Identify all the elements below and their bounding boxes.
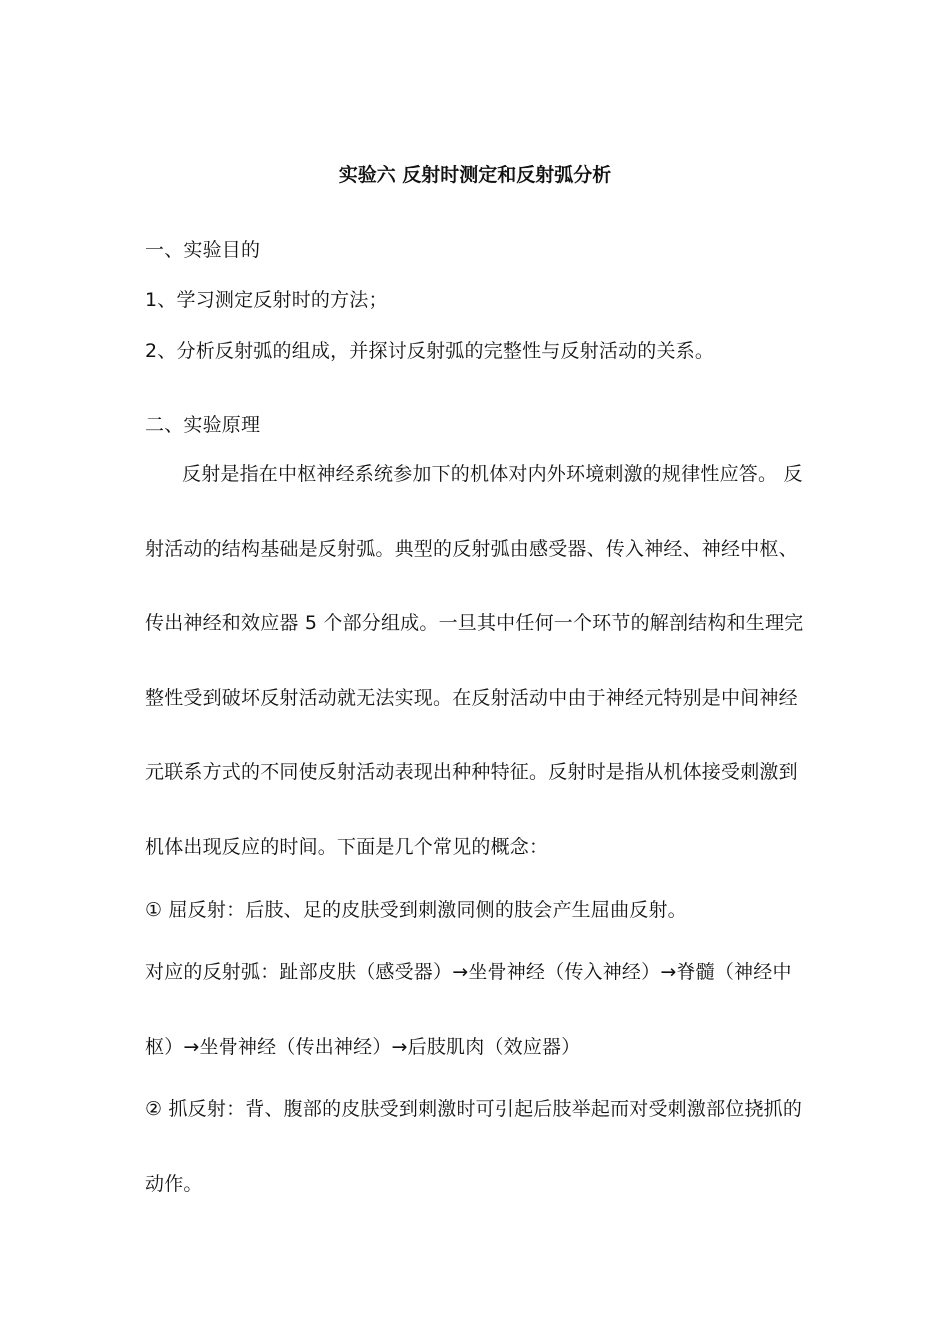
document-title: 实验六 反射时测定和反射弧分析 [338,164,612,186]
paragraph-line: 整性受到破坏反射活动就无法实现。在反射活动中由于神经元特别是中间神经 [145,687,798,709]
objective-item: 1、学习测定反射时的方法； [145,289,388,311]
section-heading-principle: 二、实验原理 [145,414,261,436]
concept-flexion-reflex: ① 屈反射：后肢、足的皮肤受到刺激同侧的肢会产生屈曲反射。 [145,899,687,921]
paragraph-line: 传出神经和效应器 5 个部分组成。一旦其中任何一个环节的解剖结构和生理完 [145,612,804,634]
concept-scratch-reflex: 动作。 [145,1173,203,1195]
paragraph-line: 元联系方式的不同使反射活动表现出种种特征。反射时是指从机体接受刺激到 [145,761,798,783]
paragraph-line: 机体出现反应的时间。下面是几个常见的概念： [145,836,549,858]
concept-scratch-reflex: ② 抓反射：背、腹部的皮肤受到刺激时可引起后肢举起而对受刺激部位挠抓的 [145,1098,803,1120]
paragraph-line: 反射是指在中枢神经系统参加下的机体对内外环境刺激的规律性应答。 反 [182,463,803,485]
concept-flexion-arc: 枢）→坐骨神经（传出神经）→后肢肌肉（效应器） [145,1036,581,1058]
section-heading-objectives: 一、实验目的 [145,239,261,261]
concept-flexion-arc: 对应的反射弧：趾部皮肤（感受器）→坐骨神经（传入神经）→脊髓（神经中 [145,961,792,983]
objective-item: 2、分析反射弧的组成，并探讨反射弧的完整性与反射活动的关系。 [145,340,715,362]
paragraph-line: 射活动的结构基础是反射弧。典型的反射弧由感受器、传入神经、神经中枢、 [145,538,798,560]
